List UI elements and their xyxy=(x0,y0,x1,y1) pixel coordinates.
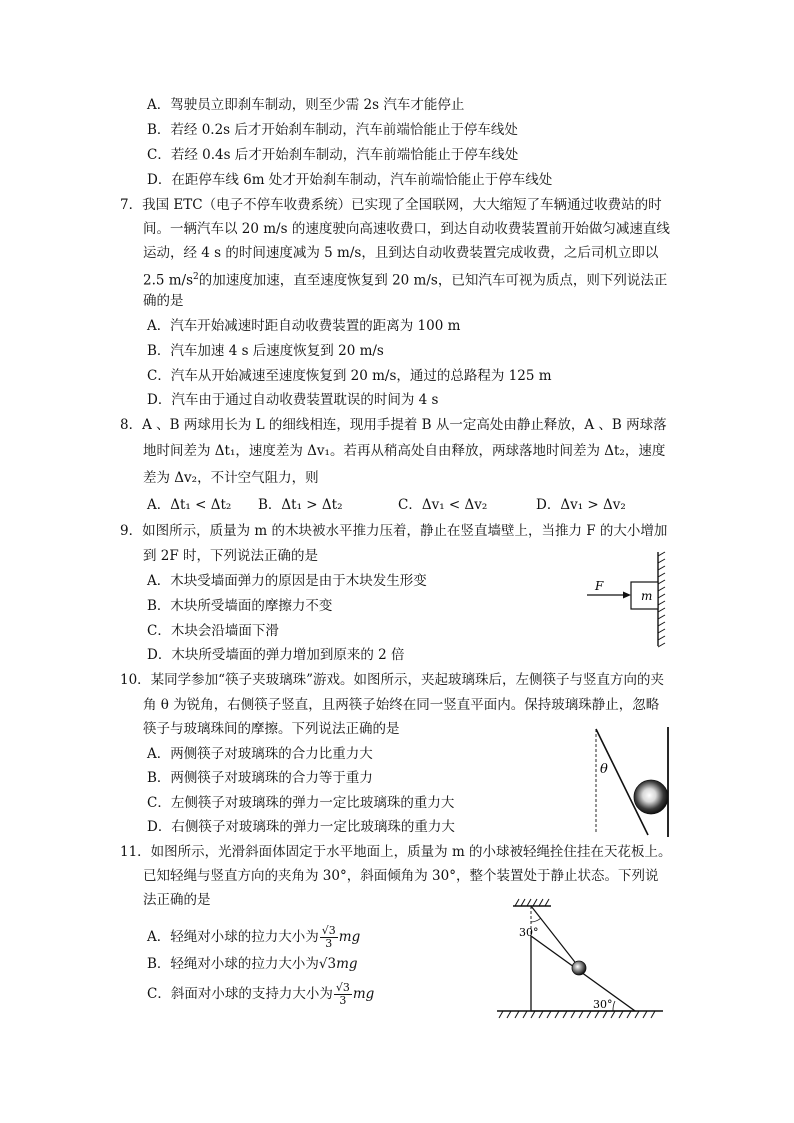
q9-option-d: D．木块所受墙面的弹力增加到原来的 2 倍 xyxy=(147,647,405,663)
q8-option-b: B．Δt₁ > Δt₂ xyxy=(258,497,343,513)
q7-stem-line2: 间。一辆汽车以 20 m/s 的速度驶向高速收费口，到达自动收费装置前开始做匀减速直线 xyxy=(143,221,670,237)
q7-stem-line5: 确的是 xyxy=(143,293,184,309)
q10-option-a: A．两侧筷子对玻璃珠的合力比重力大 xyxy=(147,746,373,762)
q7-stem-line4: 2.5 $m/s^2$的加速度加速，直至速度恢复到 20 m/s，已知汽车可视为质点，则下列说法正 xyxy=(143,272,668,289)
q7-stem-line1: 7．我国 ETC（电子不停车收费系统）已实现了全国联网，大大缩短了车辆通过收费站的时 xyxy=(120,197,662,213)
q9-figure-mass-label: m xyxy=(641,589,653,603)
q11-figure-incline xyxy=(495,896,665,1021)
q9-stem-line1: 9．如图所示，质量为 m 的木块被水平推力压着，静止在竖直墙壁上，当推力 F 的大小增加 xyxy=(120,523,668,539)
q7-option-a: A．汽车开始减速时距自动收费装置的距离为 100 m xyxy=(147,318,461,334)
q8-stem-line1: 8．A 、B 两球用长为 L 的细线相连，现用手提着 B 从一定高处由静止释放，A 、B 两球落 xyxy=(120,417,667,433)
q10-stem-line2: 角 θ 为锐角，右侧筷子竖直，且两筷子始终在同一竖直平面内。保持玻璃珠静止，忽略 xyxy=(143,697,660,713)
q8-stem-line2: 地时间差为 Δt₁，速度差为 Δv₁。若再从稍高处自由释放，两球落地时间差为 Δt₂，速度 xyxy=(143,443,666,459)
q10-stem-line3: 筷子与玻璃珠间的摩擦。下列说法正确的是 xyxy=(143,721,400,737)
q11-option-a: A．轻绳对小球的拉力大小为 $\frac{√3}{3}$ mg xyxy=(147,924,361,950)
q10-stem-line1: 10．某同学参加“筷子夹玻璃珠”游戏。如图所示，夹起玻璃珠后，左侧筷子与竖直方向的夹 xyxy=(120,672,664,688)
q9-option-c: C．木块会沿墙面下滑 xyxy=(147,623,279,639)
q10-figure-chopsticks xyxy=(588,727,683,839)
q11-stem-line3: 法正确的是 xyxy=(143,892,211,908)
q8-option-c: C．Δv₁ < Δv₂ xyxy=(398,497,488,513)
q6-option-a: A．驾驶员立即刹车制动，则至少需 2s 汽车才能停止 xyxy=(147,97,465,113)
q8-option-d: D．Δv₁ > Δv₂ xyxy=(536,497,626,513)
q11-option-c-fraction: $\frac{√3}{3}$ xyxy=(335,981,350,1007)
q9-stem-line2: 到 2F 时，下列说法正确的是 xyxy=(143,548,319,564)
q7-option-c: C．汽车从开始减速至速度恢复到 20 m/s，通过的总路程为 125 m xyxy=(147,368,552,384)
q9-figure-force-label: F xyxy=(595,579,604,593)
q8-stem-line3: 差为 Δv₂，不计空气阻力，则 xyxy=(143,470,319,486)
q6-option-b: B．若经 0.2s 后才开始刹车制动，汽车前端恰能止于停车线处 xyxy=(147,122,518,138)
q9-figure-block-wall xyxy=(585,552,675,648)
q9-option-b: B．木块所受墙面的摩擦力不变 xyxy=(147,598,333,614)
q6-option-d: D．在距停车线 6m 处才开始刹车制动，汽车前端恰能止于停车线处 xyxy=(147,172,553,188)
q9-option-a: A．木块受墙面弹力的原因是由于木块发生形变 xyxy=(147,573,427,589)
q8-option-a: A．Δt₁ < Δt₂ xyxy=(147,497,232,513)
q11-option-b: B．轻绳对小球的拉力大小为√3mg xyxy=(147,956,358,972)
q10-option-c: C．左侧筷子对玻璃珠的弹力一定比玻璃珠的重力大 xyxy=(147,795,455,811)
q11-option-a-fraction: $\frac{√3}{3}$ xyxy=(321,924,336,950)
q10-option-b: B．两侧筷子对玻璃珠的合力等于重力 xyxy=(147,770,373,786)
q6-option-c: C．若经 0.4s 后才开始刹车制动，汽车前端恰能止于停车线处 xyxy=(147,147,519,163)
q10-figure-theta-label: θ xyxy=(600,762,608,777)
q7-stem-line3: 运动，经 4 s 的时间速度减为 5 m/s，且到达自动收费装置完成收费，之后司机立即以 xyxy=(143,245,659,261)
q7-option-b: B．汽车加速 4 s 后速度恢复到 20 m/s xyxy=(147,343,384,359)
q7-option-d: D．汽车由于通过自动收费装置耽误的时间为 4 s xyxy=(147,392,439,408)
q11-figure-rope-angle: 30° xyxy=(519,926,539,939)
q11-stem-line2: 已知轻绳与竖直方向的夹角为 30°，斜面倾角为 30°，整个装置处于静止状态。下列说 xyxy=(143,868,659,884)
q10-option-d: D．右侧筷子对玻璃珠的弹力一定比玻璃珠的重力大 xyxy=(147,819,455,835)
q11-figure-incline-angle: 30° xyxy=(593,998,613,1011)
q11-option-c: C．斜面对小球的支持力大小为 $\frac{√3}{3}$ mg xyxy=(147,981,375,1007)
q11-stem-line1: 11．如图所示，光滑斜面体固定于水平地面上，质量为 m 的小球被轻绳拴住挂在天花板上。 xyxy=(120,844,672,860)
